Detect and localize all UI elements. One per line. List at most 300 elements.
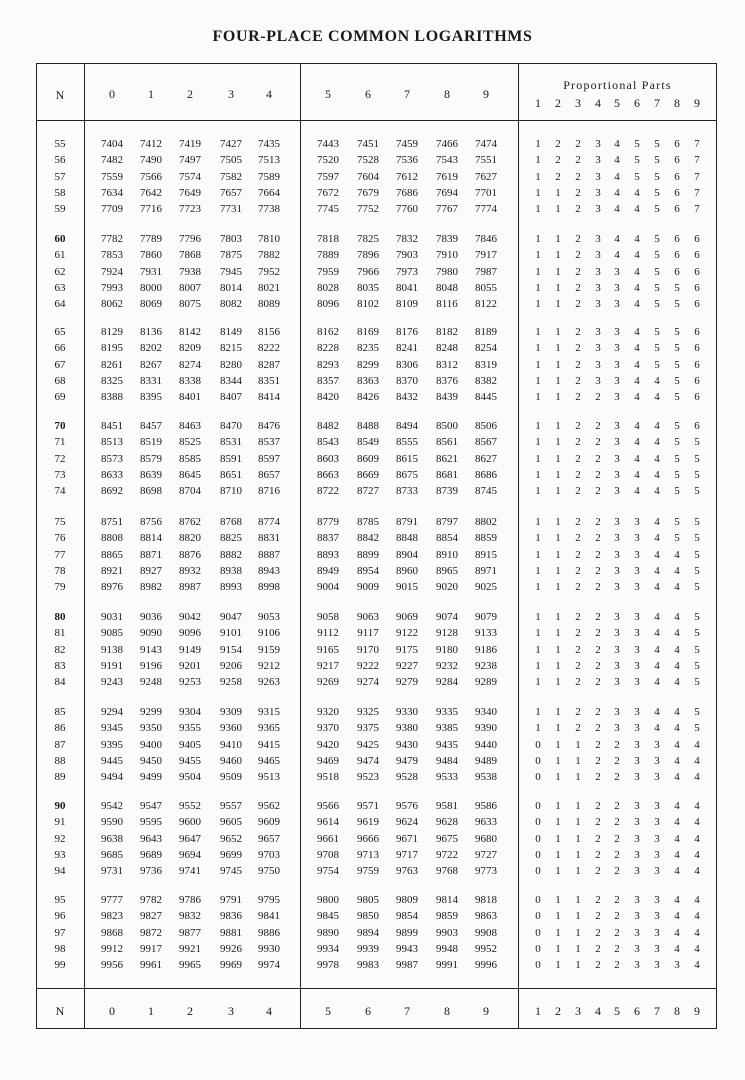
log-value: 9809 (396, 894, 418, 906)
log-value: 9380 (396, 722, 418, 735)
proportional-part: 1 (555, 771, 561, 784)
proportional-part: 2 (595, 722, 601, 735)
proportional-part: 1 (535, 468, 541, 481)
log-value: 8710 (220, 485, 242, 498)
log-value: 9528 (396, 771, 418, 784)
log-value: 9800 (317, 894, 339, 906)
log-value: 8351 (258, 374, 280, 387)
log-value: 8488 (357, 420, 379, 432)
proportional-part: 1 (535, 676, 541, 689)
log-value: 7551 (475, 154, 497, 167)
proportional-part: 2 (575, 643, 581, 656)
log-value: 7896 (357, 249, 379, 262)
footer-pp-digit-2: 2 (555, 1004, 561, 1018)
proportional-part: 1 (555, 358, 561, 371)
row-n-label: 71 (54, 436, 66, 449)
proportional-part: 3 (595, 342, 601, 355)
proportional-part: 1 (555, 468, 561, 481)
log-value: 7642 (140, 186, 162, 199)
proportional-part: 1 (535, 420, 541, 432)
log-value: 8293 (317, 358, 339, 371)
proportional-part: 1 (535, 170, 541, 183)
log-value: 7649 (179, 186, 201, 199)
proportional-part: 5 (694, 564, 700, 577)
row-n-label: 85 (54, 706, 66, 718)
header-digit-7: 7 (404, 87, 410, 101)
log-value: 8561 (436, 436, 458, 449)
proportional-part: 5 (694, 659, 700, 672)
proportional-part: 4 (634, 281, 640, 294)
log-value: 9595 (140, 816, 162, 829)
log-value: 7597 (317, 170, 339, 183)
log-value: 7709 (101, 203, 123, 216)
log-value: 9484 (436, 754, 458, 767)
log-value: 7566 (140, 170, 162, 183)
proportional-part: 2 (575, 281, 581, 294)
log-value: 9750 (258, 865, 280, 878)
log-value: 8549 (357, 436, 379, 449)
proportional-part: 4 (674, 894, 680, 906)
log-value: 9299 (140, 706, 162, 718)
log-value: 8774 (258, 516, 280, 528)
log-value: 9420 (317, 738, 339, 751)
proportional-part: 4 (694, 942, 700, 955)
log-value: 8915 (475, 548, 497, 561)
log-value: 7810 (258, 233, 280, 245)
proportional-part: 4 (674, 865, 680, 878)
log-value: 9101 (220, 627, 242, 640)
log-value: 8055 (475, 281, 497, 294)
footer-digit-0: 0 (109, 1004, 115, 1018)
log-value: 8414 (258, 391, 280, 404)
proportional-part: 1 (555, 865, 561, 878)
row-n-label: 79 (54, 581, 66, 594)
proportional-part: 4 (634, 203, 640, 216)
log-value: 8954 (357, 564, 379, 577)
proportional-part: 2 (614, 910, 620, 923)
proportional-part: 3 (634, 548, 640, 561)
proportional-part: 3 (595, 170, 601, 183)
proportional-part: 1 (555, 676, 561, 689)
proportional-part: 3 (634, 959, 640, 972)
proportional-part: 5 (674, 436, 680, 449)
proportional-part: 5 (654, 170, 660, 183)
log-value: 9509 (220, 771, 242, 784)
footer-digit-4: 4 (266, 1004, 272, 1018)
proportional-part: 1 (535, 138, 541, 150)
log-value: 9004 (317, 581, 339, 594)
log-value: 9232 (436, 659, 458, 672)
proportional-part: 6 (674, 138, 680, 150)
log-value: 9818 (475, 894, 497, 906)
log-value: 9489 (475, 754, 497, 767)
log-value: 8692 (101, 485, 123, 498)
log-value: 8331 (140, 374, 162, 387)
proportional-part: 4 (674, 611, 680, 623)
proportional-part: 2 (595, 816, 601, 829)
proportional-part: 1 (535, 627, 541, 640)
log-value: 8657 (258, 468, 280, 481)
log-value: 7716 (140, 203, 162, 216)
header-digit-0: 0 (109, 87, 115, 101)
proportional-part: 1 (535, 532, 541, 545)
proportional-part: 4 (694, 754, 700, 767)
proportional-part: 2 (595, 706, 601, 718)
log-value: 9590 (101, 816, 123, 829)
log-value: 7627 (475, 170, 497, 183)
proportional-part: 4 (654, 659, 660, 672)
log-value: 9069 (396, 611, 418, 623)
proportional-part: 0 (535, 738, 541, 751)
proportional-part: 0 (535, 832, 541, 845)
proportional-part: 4 (634, 326, 640, 338)
log-value: 9053 (258, 611, 280, 623)
proportional-part: 2 (575, 532, 581, 545)
log-value: 8825 (220, 532, 242, 545)
proportional-part: 6 (694, 249, 700, 262)
log-value: 8319 (475, 358, 497, 371)
proportional-part: 1 (575, 771, 581, 784)
log-value: 8585 (179, 452, 201, 465)
proportional-part: 4 (654, 391, 660, 404)
proportional-part: 5 (654, 326, 660, 338)
log-value: 8675 (396, 468, 418, 481)
log-value: 9586 (475, 800, 497, 812)
header-pp-digit-3: 3 (575, 96, 581, 110)
proportional-part: 4 (674, 706, 680, 718)
proportional-part: 1 (535, 281, 541, 294)
log-value: 7803 (220, 233, 242, 245)
log-value: 8014 (220, 281, 242, 294)
log-value: 8615 (396, 452, 418, 465)
proportional-part: 3 (614, 342, 620, 355)
proportional-part: 2 (595, 771, 601, 784)
header-digit-3: 3 (228, 87, 234, 101)
proportional-part: 5 (634, 138, 640, 150)
log-value: 8476 (258, 420, 280, 432)
log-value: 9063 (357, 611, 379, 623)
log-value: 9400 (140, 738, 162, 751)
log-value: 9708 (317, 848, 339, 861)
proportional-part: 3 (634, 816, 640, 829)
log-value: 9175 (396, 643, 418, 656)
log-value: 9912 (101, 942, 123, 955)
log-value: 8370 (396, 374, 418, 387)
log-value: 9731 (101, 865, 123, 878)
proportional-part: 2 (575, 627, 581, 640)
log-value: 8344 (220, 374, 242, 387)
proportional-part: 4 (654, 452, 660, 465)
proportional-part: 1 (535, 548, 541, 561)
log-value: 7427 (220, 138, 242, 150)
log-value: 9096 (179, 627, 201, 640)
proportional-part: 4 (674, 676, 680, 689)
log-value: 9741 (179, 865, 201, 878)
log-value: 9727 (475, 848, 497, 861)
log-value: 9961 (140, 959, 162, 972)
log-value: 7832 (396, 233, 418, 245)
log-value: 9465 (258, 754, 280, 767)
log-value: 8519 (140, 436, 162, 449)
proportional-part: 0 (535, 754, 541, 767)
proportional-part: 0 (535, 894, 541, 906)
log-value: 8531 (220, 436, 242, 449)
proportional-part: 2 (575, 516, 581, 528)
proportional-part: 2 (595, 564, 601, 577)
proportional-part: 0 (535, 942, 541, 955)
log-value: 7634 (101, 186, 123, 199)
proportional-part: 2 (575, 581, 581, 594)
log-value: 7938 (179, 265, 201, 278)
proportional-part: 4 (654, 532, 660, 545)
log-value: 9624 (396, 816, 418, 829)
proportional-part: 5 (674, 358, 680, 371)
proportional-part: 1 (575, 800, 581, 812)
log-value: 9877 (179, 926, 201, 939)
log-value: 9713 (357, 848, 379, 861)
log-value: 9571 (357, 800, 379, 812)
log-value: 7924 (101, 265, 123, 278)
log-value: 7664 (258, 186, 280, 199)
log-value: 8960 (396, 564, 418, 577)
log-value: 9699 (220, 848, 242, 861)
row-n-label: 82 (54, 643, 66, 656)
row-n-label: 93 (54, 848, 66, 861)
proportional-part: 5 (674, 516, 680, 528)
proportional-part: 3 (654, 926, 660, 939)
proportional-part: 3 (614, 485, 620, 498)
log-value: 8254 (475, 342, 497, 355)
log-value: 8663 (317, 468, 339, 481)
proportional-part: 4 (654, 420, 660, 432)
footer-digit-3: 3 (228, 1004, 234, 1018)
log-value: 9031 (101, 611, 123, 623)
proportional-part: 5 (654, 203, 660, 216)
log-value: 9360 (220, 722, 242, 735)
proportional-part: 6 (674, 265, 680, 278)
log-value: 8998 (258, 581, 280, 594)
proportional-part: 2 (614, 738, 620, 751)
proportional-part: 2 (575, 265, 581, 278)
log-value: 8363 (357, 374, 379, 387)
log-value: 7686 (396, 186, 418, 199)
log-value: 7860 (140, 249, 162, 262)
row-n-label: 74 (54, 485, 66, 498)
proportional-part: 5 (674, 420, 680, 432)
proportional-part: 2 (595, 910, 601, 923)
log-value: 8982 (140, 581, 162, 594)
proportional-part: 1 (555, 265, 561, 278)
log-value: 7419 (179, 138, 201, 150)
proportional-part: 1 (535, 203, 541, 216)
log-value: 9085 (101, 627, 123, 640)
proportional-part: 6 (694, 420, 700, 432)
proportional-part: 2 (555, 154, 561, 167)
proportional-part: 2 (595, 865, 601, 878)
proportional-part: 4 (654, 611, 660, 623)
log-value: 9201 (179, 659, 201, 672)
log-value: 7903 (396, 249, 418, 262)
log-value: 8537 (258, 436, 280, 449)
log-value: 9222 (357, 659, 379, 672)
log-value: 9284 (436, 676, 458, 689)
proportional-part: 5 (694, 452, 700, 465)
log-value: 9513 (258, 771, 280, 784)
proportional-part: 4 (674, 581, 680, 594)
log-value: 9309 (220, 706, 242, 718)
log-value: 8704 (179, 485, 201, 498)
row-n-label: 75 (54, 516, 66, 528)
log-value: 9258 (220, 676, 242, 689)
log-value: 8993 (220, 581, 242, 594)
log-value: 8768 (220, 516, 242, 528)
log-value: 8312 (436, 358, 458, 371)
log-value: 8865 (101, 548, 123, 561)
log-value: 7782 (101, 233, 123, 245)
proportional-part: 2 (595, 548, 601, 561)
log-value: 9974 (258, 959, 280, 972)
log-value: 9717 (396, 848, 418, 861)
log-value: 8062 (101, 298, 123, 311)
proportional-part: 2 (595, 676, 601, 689)
header-proportional-parts-title: Proportional Parts (563, 78, 672, 92)
log-value: 8274 (179, 358, 201, 371)
log-value: 7966 (357, 265, 379, 278)
proportional-part: 4 (654, 706, 660, 718)
proportional-part: 6 (694, 326, 700, 338)
proportional-part: 6 (674, 233, 680, 245)
row-n-label: 96 (54, 910, 66, 923)
proportional-part: 4 (694, 771, 700, 784)
log-value: 8876 (179, 548, 201, 561)
proportional-part: 1 (555, 298, 561, 311)
footer-digit-9: 9 (483, 1004, 489, 1018)
log-value: 9450 (140, 754, 162, 767)
proportional-part: 3 (595, 154, 601, 167)
log-value: 9212 (258, 659, 280, 672)
log-value: 7980 (436, 265, 458, 278)
log-value: 9355 (179, 722, 201, 735)
proportional-part: 6 (694, 391, 700, 404)
proportional-part: 3 (614, 265, 620, 278)
log-value: 8136 (140, 326, 162, 338)
row-n-label: 77 (54, 548, 66, 561)
proportional-part: 2 (575, 485, 581, 498)
proportional-part: 5 (674, 532, 680, 545)
log-value: 8651 (220, 468, 242, 481)
proportional-part: 1 (555, 611, 561, 623)
log-value: 9494 (101, 771, 123, 784)
log-value: 8069 (140, 298, 162, 311)
log-value: 9566 (317, 800, 339, 812)
proportional-part: 3 (595, 138, 601, 150)
pp-column-rule (518, 63, 519, 1029)
log-value: 8041 (396, 281, 418, 294)
proportional-part: 1 (535, 186, 541, 199)
proportional-part: 5 (694, 676, 700, 689)
proportional-part: 3 (634, 611, 640, 623)
proportional-part: 1 (575, 865, 581, 878)
log-value: 9965 (179, 959, 201, 972)
log-value: 9671 (396, 832, 418, 845)
log-value: 9782 (140, 894, 162, 906)
log-value: 8401 (179, 391, 201, 404)
proportional-part: 3 (654, 910, 660, 923)
proportional-part: 4 (674, 643, 680, 656)
proportional-part: 6 (694, 233, 700, 245)
row-n-label: 73 (54, 468, 66, 481)
proportional-part: 3 (634, 926, 640, 939)
log-value: 7993 (101, 281, 123, 294)
log-value: 9605 (220, 816, 242, 829)
log-value: 8831 (258, 532, 280, 545)
proportional-part: 5 (674, 342, 680, 355)
log-value: 8142 (179, 326, 201, 338)
proportional-part: 3 (614, 548, 620, 561)
log-value: 9533 (436, 771, 458, 784)
log-value: 8338 (179, 374, 201, 387)
proportional-part: 7 (694, 203, 700, 216)
log-value: 9227 (396, 659, 418, 672)
proportional-part: 5 (694, 532, 700, 545)
log-value: 9978 (317, 959, 339, 972)
log-value: 8325 (101, 374, 123, 387)
log-value: 9547 (140, 800, 162, 812)
log-value: 7574 (179, 170, 201, 183)
log-value: 8943 (258, 564, 280, 577)
proportional-part: 5 (694, 643, 700, 656)
log-value: 9827 (140, 910, 162, 923)
log-value: 7910 (436, 249, 458, 262)
proportional-part: 3 (634, 942, 640, 955)
log-value: 8506 (475, 420, 497, 432)
proportional-part: 1 (575, 894, 581, 906)
row-n-label: 66 (54, 342, 66, 355)
footer-digit-1: 1 (148, 1004, 154, 1018)
log-value: 9614 (317, 816, 339, 829)
log-value: 9773 (475, 865, 497, 878)
proportional-part: 3 (634, 771, 640, 784)
log-value: 9385 (436, 722, 458, 735)
log-value: 8808 (101, 532, 123, 545)
proportional-part: 3 (634, 532, 640, 545)
proportional-part: 3 (614, 581, 620, 594)
proportional-part: 4 (674, 738, 680, 751)
log-value: 9149 (179, 643, 201, 656)
log-value: 9015 (396, 581, 418, 594)
log-value: 8261 (101, 358, 123, 371)
log-value: 9881 (220, 926, 242, 939)
log-value: 9460 (220, 754, 242, 767)
proportional-part: 3 (634, 738, 640, 751)
row-n-label: 72 (54, 452, 66, 465)
proportional-part: 3 (654, 894, 660, 906)
log-value: 9330 (396, 706, 418, 718)
proportional-part: 2 (575, 374, 581, 387)
log-value: 8987 (179, 581, 201, 594)
log-value: 8716 (258, 485, 280, 498)
log-value: 9948 (436, 942, 458, 955)
log-value: 8028 (317, 281, 339, 294)
proportional-part: 2 (595, 832, 601, 845)
proportional-part: 2 (595, 468, 601, 481)
proportional-part: 3 (595, 358, 601, 371)
proportional-part: 1 (535, 358, 541, 371)
proportional-part: 3 (674, 959, 680, 972)
proportional-part: 5 (654, 342, 660, 355)
proportional-part: 6 (694, 298, 700, 311)
proportional-part: 1 (555, 391, 561, 404)
